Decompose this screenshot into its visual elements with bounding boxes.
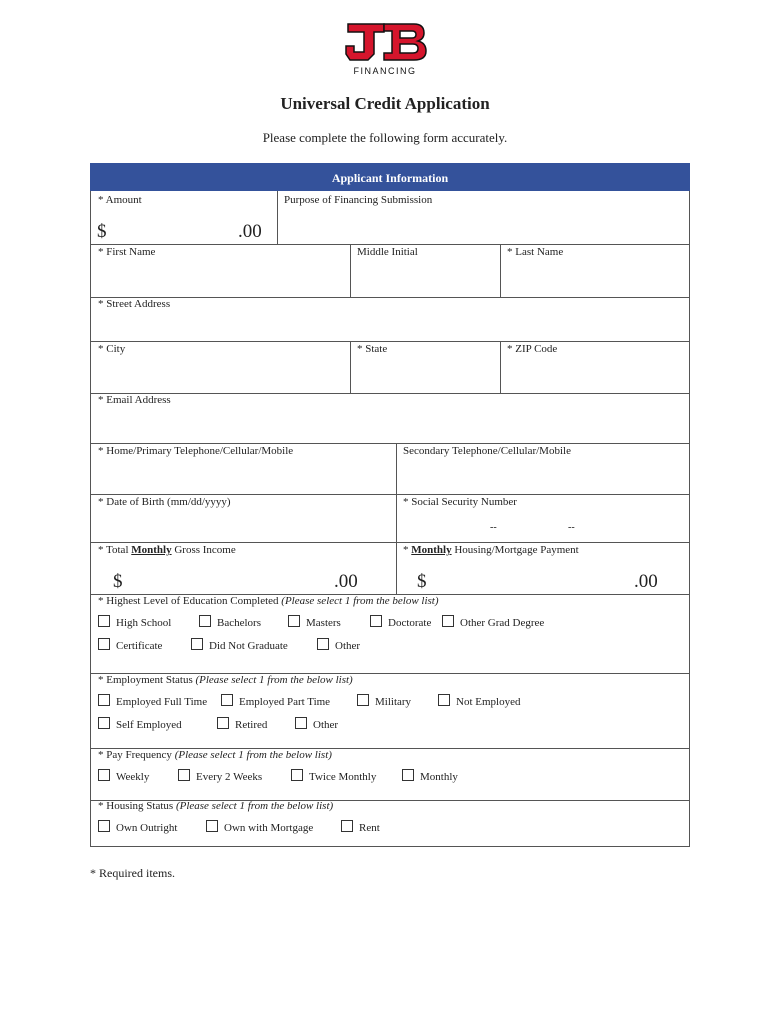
section-header: Applicant Information	[90, 163, 690, 191]
logo-subtext: FINANCING	[353, 66, 417, 76]
amount-label: * Amount	[98, 194, 142, 206]
housing-payment-cents: .00	[634, 571, 658, 592]
education-checkbox[interactable]	[98, 615, 110, 627]
education-option: High School	[116, 617, 172, 629]
education-checkbox[interactable]	[191, 638, 203, 650]
income-label: * Total Monthly Gross Income	[98, 544, 236, 556]
first-name-input[interactable]	[94, 260, 346, 294]
pay-frequency-option: Twice Monthly	[309, 771, 377, 783]
education-checkbox[interactable]	[370, 615, 382, 627]
middle-initial-label: Middle Initial	[357, 246, 418, 258]
education-option: Doctorate	[388, 617, 432, 629]
dob-input[interactable]	[94, 510, 392, 540]
city-input[interactable]	[94, 357, 346, 391]
housing-status-checkbox[interactable]	[206, 820, 218, 832]
ssn-separator: --	[490, 522, 497, 533]
housing-status-checkbox[interactable]	[341, 820, 353, 832]
housing-status-label: * Housing Status (Please select 1 from the below list)	[98, 800, 334, 812]
income-input[interactable]	[128, 562, 330, 592]
jb-financing-logo	[340, 20, 430, 78]
pay-frequency-checkbox[interactable]	[98, 769, 110, 781]
purpose-input[interactable]	[282, 208, 686, 242]
amount-input[interactable]	[116, 212, 234, 242]
pay-frequency-option: Every 2 Weeks	[196, 771, 263, 783]
amount-cents: .00	[238, 221, 262, 242]
ssn-label: * Social Security Number	[403, 496, 517, 508]
pay-frequency-option: Monthly	[420, 771, 458, 783]
pay-frequency-label: * Pay Frequency (Please select 1 from the below list)	[98, 749, 332, 761]
ssn-separator: --	[568, 522, 575, 533]
state-label: * State	[357, 343, 388, 355]
education-checkbox[interactable]	[317, 638, 329, 650]
secondary-phone-input[interactable]	[400, 459, 686, 492]
employment-option: Employed Part Time	[239, 696, 331, 708]
pay-frequency-option: Weekly	[116, 771, 150, 783]
employment-checkbox[interactable]	[357, 694, 369, 706]
education-checkbox[interactable]	[442, 615, 454, 627]
required-note: * Required items.	[90, 866, 175, 880]
ssn-input[interactable]	[400, 510, 686, 540]
employment-checkbox[interactable]	[98, 694, 110, 706]
page-subtitle: Please complete the following form accurately.	[262, 130, 508, 145]
education-option: Masters	[306, 617, 341, 629]
education-option: Other Grad Degree	[460, 617, 545, 629]
employment-checkbox[interactable]	[217, 717, 229, 729]
housing-status-option: Own Outright	[116, 822, 178, 834]
housing-payment-label: * Monthly Housing/Mortgage Payment	[403, 544, 579, 556]
employment-checkbox[interactable]	[221, 694, 233, 706]
street-input[interactable]	[94, 312, 686, 339]
zip-label: * ZIP Code	[507, 343, 558, 355]
email-input[interactable]	[94, 408, 686, 441]
employment-checkbox[interactable]	[295, 717, 307, 729]
street-label: * Street Address	[98, 298, 171, 310]
purpose-label: Purpose of Financing Submission	[284, 194, 433, 206]
education-option: Bachelors	[217, 617, 261, 629]
housing-payment-input[interactable]	[432, 562, 630, 592]
home-phone-label: * Home/Primary Telephone/Cellular/Mobile	[98, 445, 294, 457]
education-option: Other	[335, 640, 361, 652]
employment-option: Not Employed	[456, 696, 521, 708]
employment-option: Military	[375, 696, 412, 708]
education-label: * Highest Level of Education Completed (Please select 1 from the below list)	[98, 595, 439, 607]
pay-frequency-checkbox[interactable]	[291, 769, 303, 781]
page-title: Universal Credit Application	[280, 94, 490, 113]
employment-checkbox[interactable]	[98, 717, 110, 729]
education-option: Did Not Graduate	[209, 640, 288, 652]
housing-payment-currency: $	[417, 571, 427, 592]
employment-option: Employed Full Time	[116, 696, 208, 708]
first-name-label: * First Name	[98, 246, 156, 258]
income-cents: .00	[334, 571, 358, 592]
middle-initial-input[interactable]	[354, 260, 496, 294]
pay-frequency-checkbox[interactable]	[402, 769, 414, 781]
state-input[interactable]	[354, 357, 496, 391]
secondary-phone-label: Secondary Telephone/Cellular/Mobile	[403, 445, 571, 457]
employment-option: Other	[313, 719, 339, 731]
housing-status-option: Rent	[359, 822, 380, 834]
employment-option: Retired	[235, 719, 268, 731]
housing-status-checkbox[interactable]	[98, 820, 110, 832]
dob-label: * Date of Birth (mm/dd/yyyy)	[98, 496, 231, 508]
last-name-input[interactable]	[504, 260, 686, 294]
last-name-label: * Last Name	[507, 246, 564, 258]
education-checkbox[interactable]	[288, 615, 300, 627]
pay-frequency-checkbox[interactable]	[178, 769, 190, 781]
employment-checkbox[interactable]	[438, 694, 450, 706]
employment-option: Self Employed	[116, 719, 182, 731]
housing-status-option: Own with Mortgage	[224, 822, 314, 834]
zip-input[interactable]	[504, 357, 686, 391]
education-checkbox[interactable]	[98, 638, 110, 650]
email-label: * Email Address	[98, 394, 171, 406]
education-checkbox[interactable]	[199, 615, 211, 627]
education-option: Certificate	[116, 640, 163, 652]
income-currency: $	[113, 571, 123, 592]
city-label: * City	[98, 343, 126, 355]
home-phone-input[interactable]	[94, 459, 392, 492]
amount-currency: $	[97, 221, 107, 242]
employment-label: * Employment Status (Please select 1 from the below list)	[98, 674, 353, 686]
